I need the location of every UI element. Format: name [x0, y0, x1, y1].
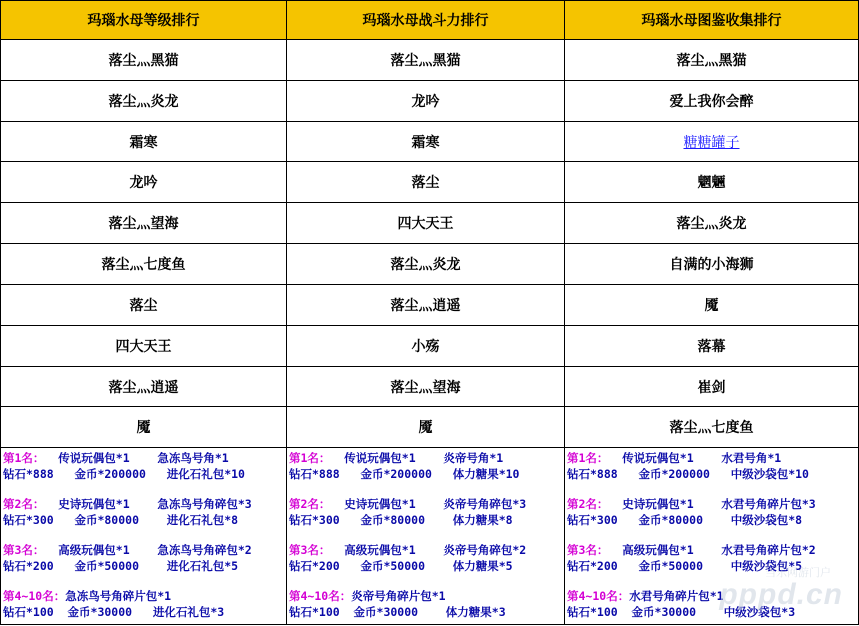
- player-name-cell: 落尘: [1, 284, 287, 325]
- player-name-cell: 霜寒: [287, 121, 565, 162]
- header-level-ranking: 玛瑙水母等级排行: [1, 1, 287, 40]
- reward-tier: [289, 496, 564, 528]
- reward-tier: [289, 450, 564, 482]
- table-row: [1, 244, 859, 285]
- reward-items: 高级玩偶包*1 急冻鸟号角碎包*2: [44, 543, 252, 558]
- reward-line: [3, 588, 286, 604]
- reward-items: 传说玩偶包*1 急冻鸟号角*1: [44, 451, 229, 466]
- table-row: [1, 162, 859, 203]
- table-row: [1, 121, 859, 162]
- player-name-cell: 落尘灬逍遥: [1, 366, 287, 407]
- reward-line: [567, 496, 858, 512]
- reward-line: [289, 496, 564, 512]
- player-name-cell: 落尘: [287, 162, 565, 203]
- reward-tier: [3, 496, 286, 528]
- table-row: [1, 40, 859, 81]
- reward-tier: [3, 542, 286, 574]
- rank-label: 第1名：: [289, 451, 331, 466]
- reward-items: 急冻鸟号角碎片包*1: [65, 589, 172, 604]
- player-name-cell: 崔剑: [565, 366, 859, 407]
- reward-line: [3, 542, 286, 558]
- player-name-link[interactable]: 糖糖罐子: [683, 134, 740, 151]
- table-row: [1, 325, 859, 366]
- player-name-cell: 魇: [1, 407, 287, 448]
- reward-line: [567, 542, 858, 558]
- reward-items: 传说玩偶包*1 炎帝号角*1: [330, 451, 504, 466]
- table-row: [1, 366, 859, 407]
- player-name-cell: 落尘灬炎龙: [287, 244, 565, 285]
- player-name-cell: 四大天王: [1, 325, 287, 366]
- reward-line: [3, 496, 286, 512]
- rank-label: 第1名：: [3, 451, 45, 466]
- reward-line: [567, 450, 858, 466]
- reward-currency-line: 钻石*100 金币*30000 进化石礼包*3: [3, 605, 225, 620]
- player-name-cell: 落尘灬炎龙: [1, 80, 287, 121]
- player-name-cell: 落尘灬逍遥: [287, 284, 565, 325]
- table-row: [1, 284, 859, 325]
- reward-currency-line: 钻石*200 金币*50000 中级沙袋包*5: [567, 559, 803, 574]
- header-collection-ranking: 玛瑙水母图鉴收集排行: [565, 1, 859, 40]
- player-name-cell: 落尘灬黑猫: [1, 40, 287, 81]
- player-name-cell: 爱上我你会醉: [565, 80, 859, 121]
- watermark-sub: 当乐网游门户: [765, 567, 831, 579]
- reward-items: 水君号角碎片包*1: [629, 589, 724, 604]
- reward-line: [289, 542, 564, 558]
- reward-currency-line: 钻石*300 金币*80000 体力糖果*8: [289, 513, 513, 528]
- reward-tier: [3, 588, 286, 620]
- reward-items: 史诗玩偶包*1 水君号角碎片包*3: [608, 497, 816, 512]
- reward-tier: [3, 450, 286, 482]
- table-row: [1, 80, 859, 121]
- player-name-cell: 魇: [287, 407, 565, 448]
- player-name-cell: 龙吟: [1, 162, 287, 203]
- header-row: [1, 1, 859, 40]
- reward-currency-line: 钻石*200 金币*50000 体力糖果*5: [289, 559, 513, 574]
- reward-currency-line: 钻石*200 金币*50000 进化石礼包*5: [3, 559, 239, 574]
- reward-currency-line: 钻石*300 金币*80000 中级沙袋包*8: [567, 513, 803, 528]
- rank-label: 第2名：: [3, 497, 45, 512]
- table-row: [1, 203, 859, 244]
- player-name-cell: 龙吟: [287, 80, 565, 121]
- reward-line: [3, 450, 286, 466]
- reward-line: [289, 450, 564, 466]
- reward-line: [289, 588, 564, 604]
- rank-label: 第3名：: [289, 543, 331, 558]
- player-name-cell: 落尘灬望海: [1, 203, 287, 244]
- player-name-cell: 魇: [565, 284, 859, 325]
- reward-items: 高级玩偶包*1 炎帝号角碎包*2: [330, 543, 527, 558]
- reward-items: 史诗玩偶包*1 炎帝号角碎包*3: [330, 497, 527, 512]
- player-name-cell: 自满的小海狮: [565, 244, 859, 285]
- rank-label: 第4~10名：: [289, 589, 352, 604]
- reward-tier: [567, 450, 858, 482]
- rank-label: 第4~10名：: [567, 589, 630, 604]
- player-name-cell: 落尘灬黑猫: [565, 40, 859, 81]
- rank-label: 第4~10名：: [3, 589, 66, 604]
- watermark-main: pppd.cn: [719, 578, 843, 611]
- player-name-cell: 霜寒: [1, 121, 287, 162]
- rank-label: 第2名：: [567, 497, 609, 512]
- reward-cell: [287, 448, 565, 625]
- player-name-cell: 落尘灬炎龙: [565, 203, 859, 244]
- player-name-cell: 落尘灬望海: [287, 366, 565, 407]
- player-name-cell: 落尘灬黑猫: [287, 40, 565, 81]
- player-name-cell: 落尘灬七度鱼: [565, 407, 859, 448]
- reward-tier: [289, 542, 564, 574]
- header-power-ranking: 玛瑙水母战斗力排行: [287, 1, 565, 40]
- reward-cell: [1, 448, 287, 625]
- rank-label: 第2名：: [289, 497, 331, 512]
- reward-items: 高级玩偶包*1 水君号角碎片包*2: [608, 543, 816, 558]
- reward-items: 传说玩偶包*1 水君号角*1: [608, 451, 782, 466]
- table-row: [1, 407, 859, 448]
- reward-currency-line: 钻石*888 金币*200000 体力糖果*10: [289, 467, 520, 482]
- rank-label: 第1名：: [567, 451, 609, 466]
- reward-items: 炎帝号角碎片包*1: [351, 589, 446, 604]
- player-name-cell: 小殇: [287, 325, 565, 366]
- reward-currency-line: 钻石*888 金币*200000 中级沙袋包*10: [567, 467, 809, 482]
- rank-label: 第3名：: [3, 543, 45, 558]
- reward-items: 史诗玩偶包*1 急冻鸟号角碎包*3: [44, 497, 252, 512]
- player-name-cell: 四大天王: [287, 203, 565, 244]
- player-name-cell: 魍魎: [565, 162, 859, 203]
- reward-tier: [289, 588, 564, 620]
- reward-currency-line: 钻石*300 金币*80000 进化石礼包*8: [3, 513, 239, 528]
- watermark-logo: [719, 567, 843, 612]
- rank-label: 第3名：: [567, 543, 609, 558]
- reward-currency-line: 钻石*100 金币*30000 体力糖果*3: [289, 605, 506, 620]
- reward-tier: [567, 496, 858, 528]
- reward-currency-line: 钻石*100 金币*30000 中级沙袋包*3: [567, 605, 796, 620]
- player-name-cell[interactable]: [565, 121, 859, 162]
- player-name-cell: 落幕: [565, 325, 859, 366]
- reward-currency-line: 钻石*888 金币*200000 进化石礼包*10: [3, 467, 245, 482]
- player-name-cell: 落尘灬七度鱼: [1, 244, 287, 285]
